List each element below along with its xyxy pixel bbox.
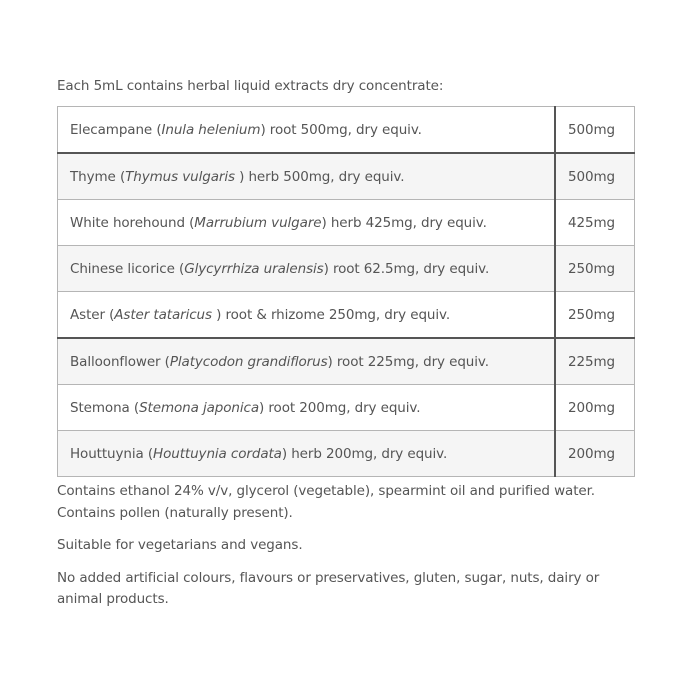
ingredient-amount: 250mg	[555, 292, 635, 339]
table-row	[58, 107, 635, 154]
latin-name: Marrubium vulgare	[194, 214, 322, 231]
notes-section	[57, 481, 637, 611]
latin-name: Houttuynia cordata	[153, 445, 282, 462]
table-row	[58, 153, 635, 200]
latin-name: Platycodon grandiflorus	[169, 353, 328, 370]
ingredient-name: Balloonflower (Platycodon grandiflorus) root 225mg, dry equiv.	[58, 338, 556, 385]
ingredient-amount: 225mg	[555, 338, 635, 385]
ingredient-name: Elecampane (Inula helenium) root 500mg, dry equiv.	[58, 107, 556, 154]
vegan-note: Suitable for vegetarians and vegans.	[57, 537, 303, 553]
latin-name: Thymus vulgaris	[125, 168, 240, 185]
table-row	[58, 338, 635, 385]
ingredient-amount: 425mg	[555, 200, 635, 246]
ingredient-name: Aster (Aster tataricus ) root & rhizome 250mg, dry equiv.	[58, 292, 556, 339]
ingredient-name: Chinese licorice (Glycyrrhiza uralensis) root 62.5mg, dry equiv.	[58, 246, 556, 292]
latin-name: Stemona japonica	[139, 399, 260, 416]
ingredient-amount: 200mg	[555, 385, 635, 431]
ingredient-amount: 200mg	[555, 431, 635, 477]
table-row	[58, 200, 635, 246]
latin-name: Aster tataricus	[114, 306, 217, 323]
ingredient-name: Houttuynia (Houttuynia cordata) herb 200mg, dry equiv.	[58, 431, 556, 477]
ingredient-amount: 500mg	[555, 153, 635, 200]
ingredients-table	[57, 106, 635, 477]
table-row	[58, 246, 635, 292]
table-row	[58, 292, 635, 339]
ingredients-panel	[57, 76, 637, 622]
table-row	[58, 431, 635, 477]
ingredient-amount: 250mg	[555, 246, 635, 292]
ingredient-name: White horehound (Marrubium vulgare) herb 425mg, dry equiv.	[58, 200, 556, 246]
excipients-note: Contains ethanol 24% v/v, glycerol (vegetable), spearmint oil and purified water. Contains pollen (naturally present).	[57, 483, 595, 521]
table-row	[58, 385, 635, 431]
latin-name: Glycyrrhiza uralensis	[184, 260, 324, 277]
free-from-note: No added artificial colours, flavours or preservatives, gluten, sugar, nuts, dairy or animal products.	[57, 569, 600, 607]
ingredient-amount: 500mg	[555, 107, 635, 154]
ingredient-name: Stemona (Stemona japonica) root 200mg, dry equiv.	[58, 385, 556, 431]
latin-name: Inula helenium	[161, 121, 261, 138]
ingredient-name: Thyme (Thymus vulgaris ) herb 500mg, dry equiv.	[58, 153, 556, 200]
intro-text: Each 5mL contains herbal liquid extracts dry concentrate:	[57, 78, 444, 94]
